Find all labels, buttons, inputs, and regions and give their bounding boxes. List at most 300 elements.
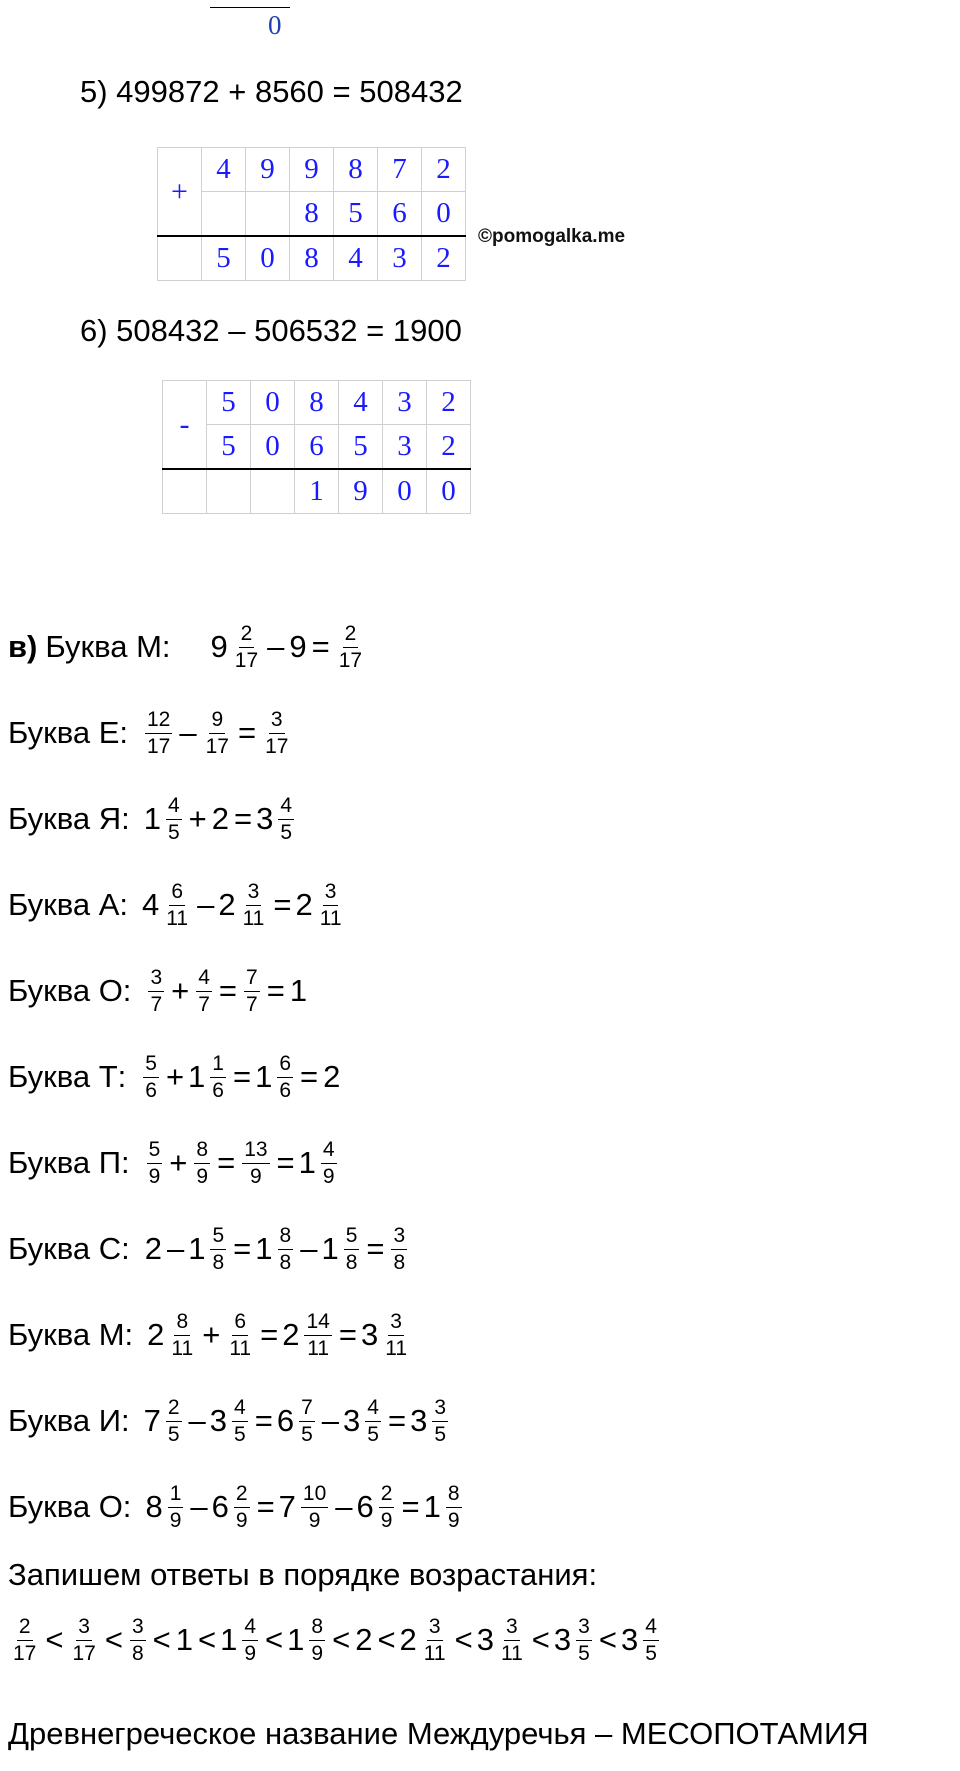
numerator: 5	[143, 1051, 159, 1078]
denominator: 7	[246, 992, 258, 1016]
denominator: 11	[385, 1336, 408, 1360]
ascending-order-row	[8, 1600, 662, 1680]
numerator: 3	[269, 707, 285, 734]
whole-part: 3	[476, 1622, 494, 1657]
numerator: 2	[166, 1395, 182, 1422]
fraction	[304, 1309, 331, 1362]
fraction	[321, 1137, 337, 1190]
digit-cell: 0	[383, 469, 427, 514]
denominator: 9	[447, 1508, 460, 1532]
numerator: 8	[446, 1481, 462, 1508]
numerator: 3	[323, 879, 339, 906]
numerator: 1	[210, 1051, 226, 1078]
whole-part: 3	[256, 801, 274, 836]
denominator: 9	[311, 1641, 324, 1665]
denominator: 5	[301, 1422, 313, 1446]
numerator: 5	[210, 1223, 226, 1250]
digit-cell: 4	[202, 148, 246, 192]
digit-cell: 8	[290, 236, 334, 281]
fraction	[432, 1395, 448, 1448]
digit-cell: 2	[422, 148, 466, 192]
fraction	[196, 965, 212, 1018]
fraction	[576, 1614, 592, 1667]
fraction	[168, 1481, 184, 1534]
numerator: 1	[168, 1481, 184, 1508]
letter-row	[8, 607, 367, 687]
letter-expression	[142, 707, 293, 760]
mixed-number	[142, 879, 193, 932]
digit-cell	[207, 469, 251, 514]
digit-cell: 0	[251, 425, 295, 470]
mixed-number	[424, 1481, 465, 1534]
denominator: 11	[229, 1336, 252, 1360]
letter-label: Буква Е:	[8, 715, 128, 750]
denominator: 17	[338, 648, 363, 672]
fraction	[166, 1395, 182, 1448]
mixed-number	[279, 1481, 332, 1534]
mixed-number	[188, 1051, 229, 1104]
mixed-number	[621, 1614, 662, 1667]
letter-label: Буква Т:	[8, 1059, 127, 1094]
fraction	[204, 707, 231, 760]
numerator: 2	[379, 1481, 395, 1508]
fraction	[337, 621, 364, 674]
operator: +	[165, 1059, 185, 1094]
denominator: 5	[434, 1422, 446, 1446]
fraction	[365, 1395, 381, 1448]
previous-result-digit: 0	[268, 10, 282, 40]
letter-label: Буква О:	[8, 973, 132, 1008]
denominator: 11	[166, 906, 189, 930]
mixed-number	[255, 1223, 296, 1276]
letter-row	[8, 1467, 465, 1547]
whole-part: 1	[423, 1489, 441, 1524]
mixed-number	[477, 1614, 528, 1667]
number: 2	[211, 801, 229, 836]
denominator: 8	[212, 1250, 225, 1274]
whole-part: 1	[188, 1059, 206, 1094]
numerator: 4	[278, 793, 294, 820]
fraction	[210, 1051, 226, 1104]
digit-cell: 9	[246, 148, 290, 192]
letter-expression	[144, 1223, 410, 1276]
digit-cell: 5	[207, 425, 251, 470]
letter-row	[8, 951, 308, 1031]
digit-cell	[202, 192, 246, 237]
numerator: 2	[234, 1481, 250, 1508]
denominator: 17	[13, 1641, 37, 1665]
whole-part: 3	[553, 1622, 572, 1657]
operator: +	[171, 973, 190, 1008]
addition-column-table	[157, 147, 466, 281]
mixed-number	[211, 621, 264, 674]
mixed-number	[256, 793, 297, 846]
fraction	[210, 1223, 226, 1276]
operator: =	[233, 1231, 252, 1266]
numerator: 7	[299, 1395, 315, 1422]
fraction	[278, 793, 294, 846]
fraction	[379, 1481, 395, 1534]
numerator: 12	[145, 707, 172, 734]
digit-cell: 4	[339, 381, 383, 425]
operator-sign: -	[163, 381, 207, 470]
fraction	[499, 1614, 525, 1667]
fraction	[130, 1614, 146, 1667]
operator: =	[232, 1059, 252, 1094]
operator: –	[190, 1489, 208, 1524]
operator: <	[197, 1622, 217, 1657]
letter-label: Буква Я:	[8, 801, 130, 836]
fraction	[11, 1614, 38, 1667]
problem-5-line: 5) 499872 + 8560 = 508432	[80, 74, 463, 109]
fraction	[166, 793, 182, 846]
whole-part: 3	[343, 1403, 361, 1438]
fraction	[233, 621, 260, 674]
number: 2	[323, 1059, 341, 1094]
denominator: 5	[234, 1422, 246, 1446]
numerator: 3	[504, 1614, 520, 1641]
numerator: 6	[277, 1051, 293, 1078]
numerator: 8	[278, 1223, 294, 1250]
letter-row	[8, 693, 293, 773]
denominator: 9	[148, 1164, 161, 1188]
denominator: 11	[423, 1641, 446, 1665]
mixed-number	[220, 1614, 261, 1667]
letter-row	[8, 865, 347, 945]
mixed-number	[145, 1481, 186, 1534]
fraction	[145, 707, 172, 760]
operator: –	[300, 1231, 318, 1266]
fraction	[299, 1395, 315, 1448]
letter-expression	[145, 965, 308, 1018]
operator: <	[104, 1622, 123, 1657]
digit-cell: 9	[290, 148, 334, 192]
whole-part: 1	[143, 801, 161, 836]
digit-cell	[158, 236, 202, 281]
operator: =	[338, 1317, 357, 1352]
numerator: 4	[196, 965, 212, 992]
letter-row	[8, 1295, 412, 1375]
fraction	[242, 1137, 269, 1190]
mixed-number	[255, 1051, 296, 1104]
fraction	[344, 1223, 360, 1276]
number: 1	[289, 973, 308, 1008]
operator: <	[45, 1622, 64, 1657]
mixed-number	[218, 879, 269, 932]
previous-result-rule	[210, 7, 290, 8]
whole-part: 2	[147, 1317, 165, 1352]
digit-cell: 1	[295, 469, 339, 514]
operator: –	[321, 1403, 340, 1438]
denominator: 6	[212, 1078, 224, 1102]
fraction	[383, 1309, 409, 1362]
denominator: 9	[380, 1508, 393, 1532]
numerator: 3	[576, 1614, 592, 1641]
digit-cell: 7	[378, 148, 422, 192]
mixed-number	[188, 1223, 229, 1276]
operator: =	[237, 715, 257, 750]
numerator: 8	[309, 1614, 325, 1641]
operator: <	[265, 1622, 284, 1657]
numerator: 9	[209, 707, 225, 734]
denominator: 9	[196, 1164, 209, 1188]
mixed-number	[295, 879, 346, 932]
number: 9	[289, 629, 307, 664]
digit-cell	[251, 469, 295, 514]
letter-row	[8, 779, 297, 859]
mixed-number	[144, 1395, 185, 1448]
operator: <	[377, 1622, 396, 1657]
digit-cell	[163, 469, 207, 514]
whole-part: 3	[410, 1403, 428, 1438]
letter-label: Буква С:	[8, 1231, 130, 1266]
letter-expression	[147, 1309, 412, 1362]
operator: –	[179, 715, 197, 750]
whole-part: 2	[218, 887, 236, 922]
operator: =	[260, 1317, 279, 1352]
letter-expression	[145, 1481, 464, 1534]
denominator: 5	[578, 1641, 590, 1665]
digit-cell: 6	[378, 192, 422, 237]
answer-line: Древнегреческое название Междуречья – МЕСОПОТАМИЯ	[8, 1716, 869, 1751]
letter-expression	[144, 793, 297, 846]
letter-expression	[142, 879, 347, 932]
numerator: 10	[301, 1481, 328, 1508]
operator: <	[332, 1622, 351, 1657]
digit-cell: 6	[295, 425, 339, 470]
letter-label: Буква А:	[8, 887, 128, 922]
digit-cell: 0	[422, 192, 466, 237]
mixed-number	[147, 1309, 198, 1362]
fraction	[422, 1614, 448, 1667]
numerator: 3	[130, 1614, 146, 1641]
fraction	[446, 1481, 462, 1534]
denominator: 11	[307, 1336, 330, 1360]
whole-part: 6	[276, 1403, 295, 1438]
part-marker: в)	[8, 629, 38, 664]
fraction	[169, 1309, 195, 1362]
letter-row	[8, 1123, 340, 1203]
fraction	[194, 1137, 210, 1190]
digit-cell: 3	[383, 425, 427, 470]
operator: =	[311, 629, 330, 664]
digit-cell: 5	[207, 381, 251, 425]
letter-expression	[144, 1395, 451, 1448]
operator: <	[531, 1622, 550, 1657]
digit-cell: 8	[290, 192, 334, 237]
mixed-number	[410, 1395, 451, 1448]
operator: +	[202, 1317, 221, 1352]
numerator: 3	[432, 1395, 448, 1422]
denominator: 17	[72, 1641, 96, 1665]
mixed-number	[277, 1395, 318, 1448]
numerator: 8	[174, 1309, 190, 1336]
whole-part: 6	[211, 1489, 229, 1524]
numerator: 3	[391, 1223, 407, 1250]
denominator: 5	[367, 1422, 379, 1446]
denominator: 9	[244, 1641, 257, 1665]
digit-cell: 3	[378, 236, 422, 281]
denominator: 17	[147, 734, 171, 758]
denominator: 11	[242, 906, 265, 930]
denominator: 11	[319, 906, 342, 930]
whole-part: 1	[255, 1231, 273, 1266]
numerator: 2	[343, 621, 359, 648]
mixed-number	[282, 1309, 335, 1362]
fraction	[278, 1223, 294, 1276]
digit-cell: 5	[339, 425, 383, 470]
mixed-number	[357, 1481, 398, 1534]
denominator: 11	[171, 1336, 194, 1360]
denominator: 6	[279, 1078, 292, 1102]
number: 1	[175, 1622, 193, 1657]
operator: <	[454, 1622, 473, 1657]
digit-cell: 9	[339, 469, 383, 514]
fraction	[244, 965, 260, 1018]
denominator: 5	[280, 820, 293, 844]
operator: –	[166, 1231, 185, 1266]
numerator: 3	[427, 1614, 443, 1641]
numerator: 4	[643, 1614, 659, 1641]
digit-cell: 0	[251, 381, 295, 425]
digit-cell: 0	[246, 236, 290, 281]
numerator: 5	[147, 1137, 163, 1164]
letter-row	[8, 1037, 341, 1117]
denominator: 8	[279, 1250, 292, 1274]
denominator: 17	[205, 734, 229, 758]
numerator: 4	[166, 793, 182, 820]
denominator: 9	[169, 1508, 182, 1532]
denominator: 7	[150, 992, 163, 1016]
numerator: 3	[388, 1309, 404, 1336]
denominator: 8	[393, 1250, 406, 1274]
fraction	[227, 1309, 253, 1362]
mixed-number	[554, 1614, 595, 1667]
operator: +	[188, 801, 207, 836]
numerator: 5	[344, 1223, 360, 1250]
operator: –	[335, 1489, 353, 1524]
operator: –	[267, 629, 285, 664]
subtraction-column-table	[162, 380, 471, 514]
whole-part: 9	[210, 629, 228, 664]
operator: =	[234, 801, 253, 836]
whole-part: 1	[255, 1059, 273, 1094]
operator: <	[152, 1622, 171, 1657]
digit-cell: 4	[334, 236, 378, 281]
mixed-number	[212, 1481, 253, 1534]
operator: =	[276, 1145, 295, 1180]
letter-label: Буква М:	[45, 629, 171, 664]
whole-part: 2	[295, 887, 313, 922]
digit-cell: 2	[427, 381, 471, 425]
numerator: 2	[239, 621, 255, 648]
watermark: ©pomogalka.me	[478, 226, 626, 247]
whole-part: 8	[145, 1489, 163, 1524]
fraction	[234, 1481, 250, 1534]
fraction	[241, 879, 267, 932]
number: 2	[355, 1622, 373, 1657]
denominator: 5	[645, 1641, 657, 1665]
operator: =	[273, 887, 292, 922]
whole-part: 1	[298, 1145, 316, 1180]
whole-part: 7	[278, 1489, 296, 1524]
whole-part: 1	[220, 1622, 238, 1657]
numerator: 4	[365, 1395, 381, 1422]
fraction	[318, 879, 344, 932]
whole-part: 6	[356, 1489, 374, 1524]
numerator: 14	[304, 1309, 331, 1336]
denominator: 7	[198, 992, 210, 1016]
numerator: 3	[76, 1614, 92, 1641]
order-heading: Запишем ответы в порядке возрастания:	[8, 1557, 598, 1592]
digit-cell: 2	[427, 425, 471, 470]
operator: =	[266, 973, 285, 1008]
fraction	[148, 965, 164, 1018]
operator: –	[197, 887, 215, 922]
whole-part: 3	[360, 1317, 379, 1352]
mixed-number	[361, 1309, 412, 1362]
fraction	[263, 707, 290, 760]
ascending-order-expression	[8, 1614, 662, 1667]
operator: =	[217, 1145, 236, 1180]
fraction	[70, 1614, 97, 1667]
operator: +	[169, 1145, 188, 1180]
letter-row	[8, 1381, 451, 1461]
fraction	[309, 1614, 325, 1667]
whole-part: 1	[287, 1622, 305, 1657]
letter-label: Буква М:	[8, 1317, 134, 1352]
mixed-number	[210, 1395, 251, 1448]
denominator: 11	[500, 1641, 523, 1665]
fraction	[143, 1051, 159, 1104]
denominator: 9	[308, 1508, 321, 1532]
denominator: 5	[167, 820, 180, 844]
numerator: 6	[232, 1309, 248, 1336]
whole-part: 2	[282, 1317, 300, 1352]
whole-part: 4	[142, 887, 160, 922]
denominator: 17	[234, 648, 259, 672]
letter-row	[8, 1209, 410, 1289]
digit-cell: 0	[427, 469, 471, 514]
digit-cell: 8	[334, 148, 378, 192]
operator: =	[218, 973, 238, 1008]
fraction	[164, 879, 190, 932]
whole-part: 7	[143, 1403, 161, 1438]
denominator: 17	[265, 734, 289, 758]
letter-label: Буква О:	[8, 1489, 132, 1524]
operator: –	[188, 1403, 206, 1438]
digit-cell: 3	[383, 381, 427, 425]
numerator: 13	[242, 1137, 269, 1164]
numerator: 4	[321, 1137, 337, 1164]
denominator: 8	[345, 1250, 358, 1274]
fraction	[232, 1395, 248, 1448]
mixed-number	[299, 1137, 340, 1190]
fraction	[643, 1614, 659, 1667]
numerator: 3	[246, 879, 262, 906]
fraction	[242, 1614, 258, 1667]
operator-sign: +	[158, 148, 202, 237]
denominator: 6	[145, 1078, 157, 1102]
denominator: 8	[131, 1641, 144, 1665]
whole-part: 1	[321, 1231, 339, 1266]
fraction	[301, 1481, 328, 1534]
fraction	[147, 1137, 163, 1190]
operator: <	[598, 1622, 617, 1657]
whole-part: 1	[188, 1231, 206, 1266]
operator: =	[387, 1403, 407, 1438]
numerator: 8	[194, 1137, 210, 1164]
